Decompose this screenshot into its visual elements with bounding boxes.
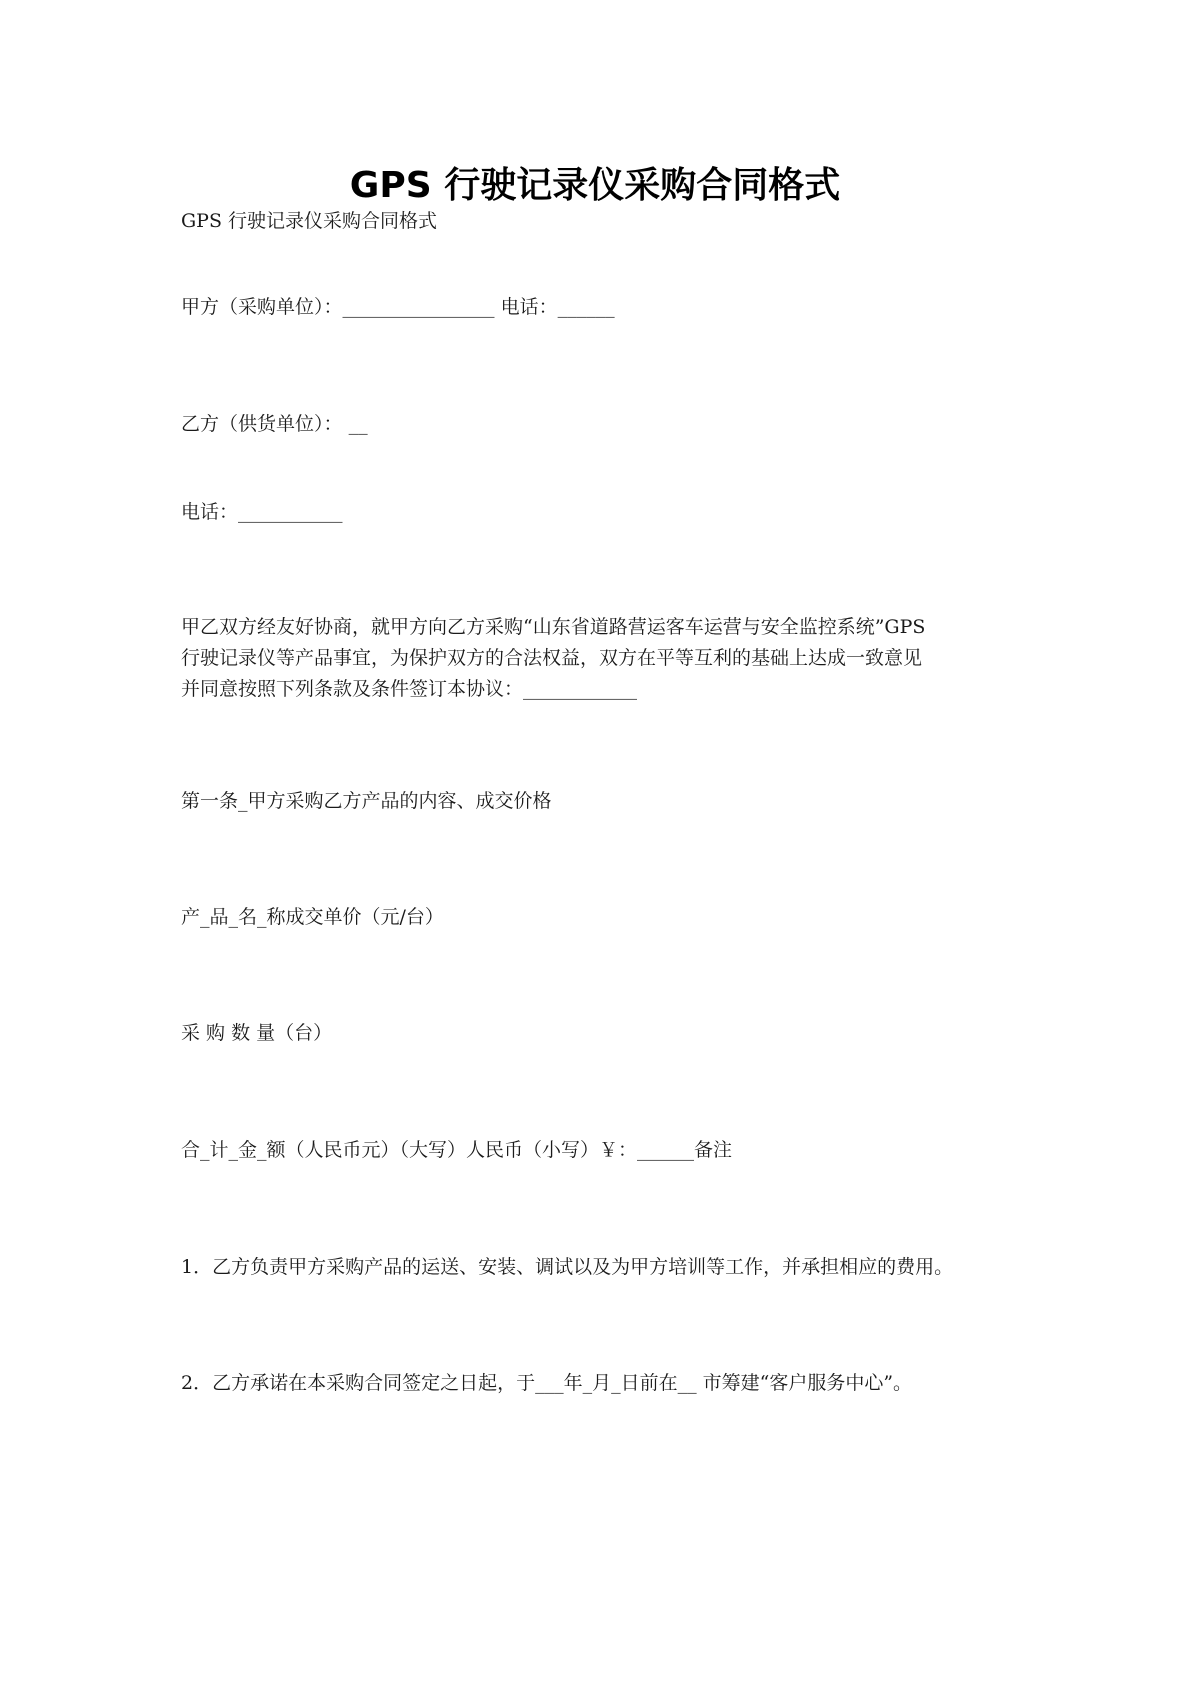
party-b-phone-line (181, 497, 343, 527)
party-b-phone-blank: ___________ (238, 501, 343, 523)
party-b-label: 乙方（供货单位）： (181, 413, 343, 435)
preamble-paragraph (181, 612, 1021, 705)
party-b-line (181, 409, 368, 439)
party-a-phone-label: 电话： (500, 296, 558, 318)
clause-1: 1．乙方负责甲方采购产品的运送、安装、调试以及为甲方培训等工作，并承担相应的费用。 (181, 1256, 954, 1278)
party-b-phone-label: 电话： (181, 501, 239, 523)
total-amount-line: 合_计_金_额（人民币元）（大写）人民币（小写）￥：______备注 (181, 1139, 733, 1161)
product-name-price-line: 产_品_名_称成交单价（元/台） (181, 906, 444, 928)
purchase-quantity-line: 采 购 数 量（台） (181, 1022, 333, 1044)
party-a-phone-blank: ______ (557, 296, 615, 318)
article-1-heading: 第一条_甲方采购乙方产品的内容、成交价格 (181, 790, 552, 812)
document-title: GPS 行驶记录仪采购合同格式 (349, 165, 841, 206)
preamble-line-3: 并同意按照下列条款及条件签订本协议：____________ (181, 678, 638, 700)
party-a-name-blank: ________________ (342, 296, 495, 318)
preamble-line-1: 甲乙双方经友好协商，就甲方向乙方采购“山东省道路营运客车运营与安全监控系统”GPS (181, 616, 926, 638)
party-a-label: 甲方（采购单位）： (181, 296, 343, 318)
party-a-line (181, 292, 615, 322)
preamble-line-2: 行驶记录仪等产品事宜，为保护双方的合法权益，双方在平等互利的基础上达成一致意见 (181, 647, 923, 669)
document-subtitle: GPS 行驶记录仪采购合同格式 (181, 210, 438, 232)
party-b-name-blank: __ (348, 413, 368, 435)
clause-2: 2．乙方承诺在本采购合同签定之日起，于___年_月_日前在__ 市筹建“客户服务中心”。 (181, 1372, 913, 1394)
